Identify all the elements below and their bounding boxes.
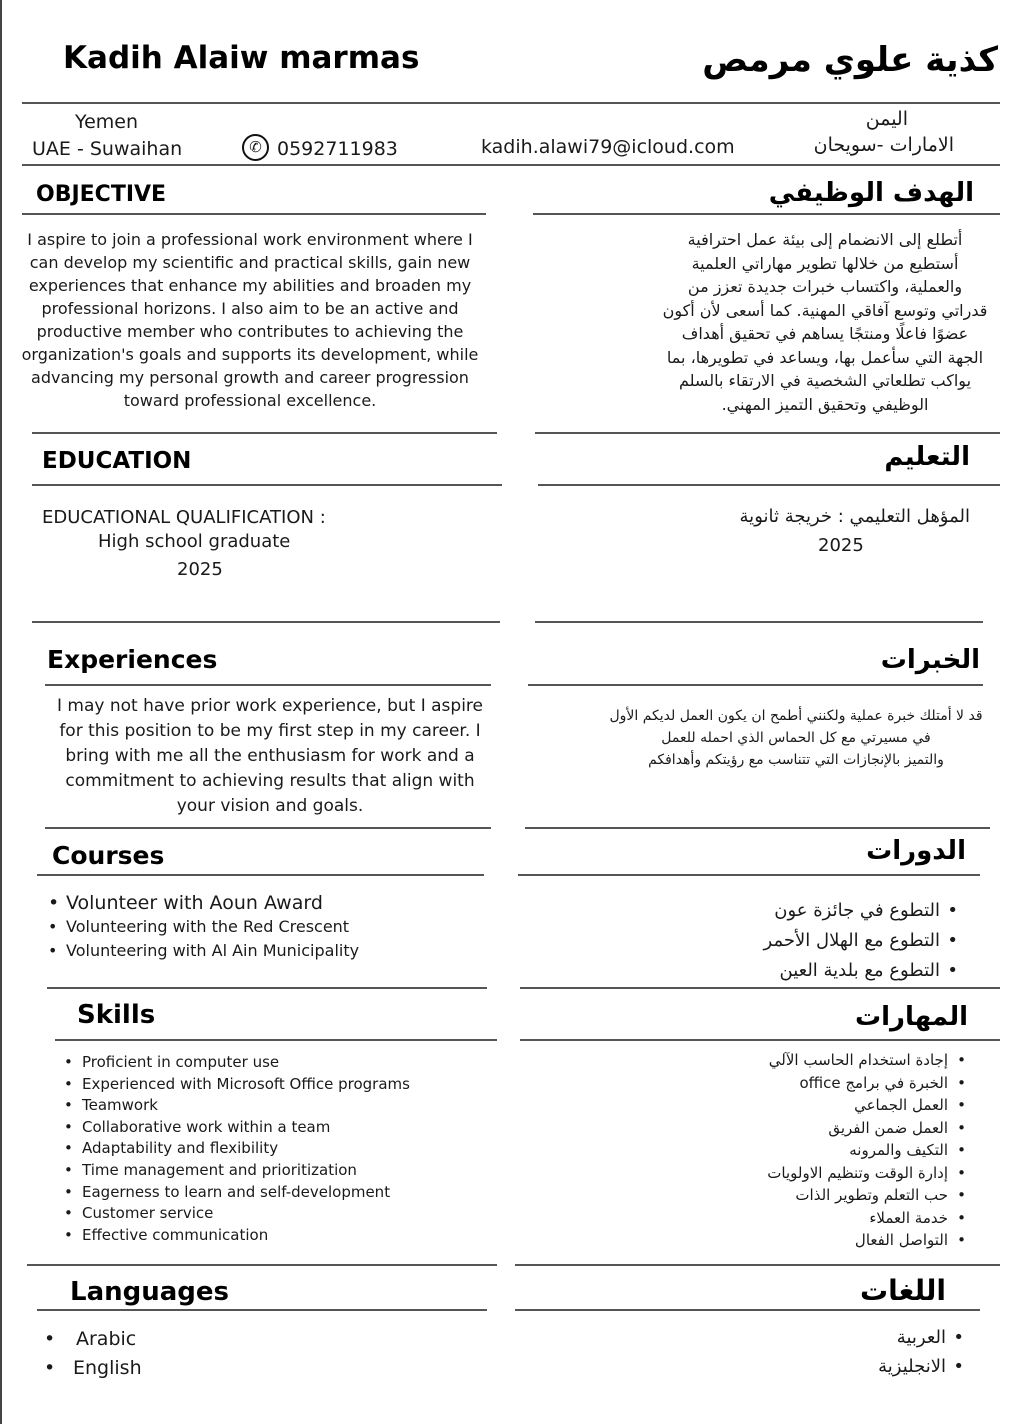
skills-title-ar: المهارات xyxy=(854,1002,968,1032)
languages-title-ar: اللغات xyxy=(860,1274,946,1307)
line: advancing my personal growth and career progression xyxy=(31,368,469,387)
skills-list-en xyxy=(60,1052,410,1246)
divider xyxy=(37,1309,487,1311)
divider xyxy=(32,432,497,434)
line: أستطيع من خلالها تطوير مهاراتي العلمية xyxy=(691,253,959,273)
divider xyxy=(538,484,1000,486)
line: organization's goals and supports its development, while xyxy=(21,345,479,364)
objective-title-en: OBJECTIVE xyxy=(36,182,167,207)
divider xyxy=(22,213,486,215)
divider xyxy=(533,213,1000,215)
list-item: • العربية xyxy=(878,1323,968,1352)
list-item: • English xyxy=(40,1354,142,1383)
experiences-title-en: Experiences xyxy=(47,645,218,674)
divider xyxy=(47,987,487,989)
divider xyxy=(32,484,502,486)
list-item: • حب التعلم وتطوير الذات xyxy=(767,1184,970,1207)
list-item: • خدمة العملاء xyxy=(767,1207,970,1230)
line: يواكب تطلعاتي الشخصية في الارتقاء بالسلم xyxy=(678,371,972,390)
line: professional horizons. I also aim to be an active and xyxy=(41,299,459,318)
list-item: • Adaptability and flexibility xyxy=(60,1138,410,1160)
education-text-ar: المؤهل التعليمي : خريجة ثانوية xyxy=(739,506,970,527)
experiences-text-en xyxy=(40,694,500,819)
experiences-text-ar xyxy=(600,705,992,771)
divider xyxy=(22,164,1000,166)
courses-title-ar: الدورات xyxy=(866,836,966,866)
divider xyxy=(22,102,1000,104)
languages-list-en xyxy=(40,1325,142,1383)
education-value-en: High school graduate xyxy=(98,531,291,552)
divider xyxy=(32,621,500,623)
list-item: • Eagerness to learn and self-development xyxy=(60,1182,410,1204)
courses-list-en xyxy=(44,891,359,963)
divider xyxy=(55,1039,497,1041)
line: قدراتي وتوسع آفاقي المهنية. كما أسعى لأن أكون xyxy=(662,300,988,320)
line: I may not have prior work experience, but I aspire xyxy=(56,696,483,716)
divider xyxy=(515,1309,980,1311)
line: your vision and goals. xyxy=(176,796,364,816)
experiences-title-ar: الخبرات xyxy=(880,645,980,675)
courses-title-en: Courses xyxy=(52,841,165,870)
education-year-en: 2025 xyxy=(177,559,223,580)
divider xyxy=(518,874,980,876)
skills-title-en: Skills xyxy=(77,1000,156,1030)
divider xyxy=(525,827,990,829)
list-item: • التطوع مع بلدية العين xyxy=(764,956,962,986)
skills-list-ar xyxy=(767,1049,970,1252)
line: في مسيرتي مع كل الحماس الذي احمله للعمل xyxy=(661,730,931,746)
line: أتطلع إلى الانضمام إلى بيئة عمل احترافية xyxy=(687,230,963,249)
divider xyxy=(520,987,1000,989)
line: الجهة التي سأعمل بها، ويساعد في تطويرها، بما xyxy=(666,347,984,367)
divider xyxy=(520,1039,1000,1041)
divider xyxy=(535,621,983,623)
line: قد لا أمتلك خبرة عملية ولكنني أطمح ان يكون العمل لديكم الأول xyxy=(609,708,983,724)
list-item: • التواصل الفعال xyxy=(767,1229,970,1252)
line: experiences that enhance my abilities and broaden my xyxy=(28,276,472,295)
list-item: • التطوع مع الهلال الأحمر xyxy=(764,926,962,956)
list-item: • Teamwork xyxy=(60,1095,410,1117)
list-item: • Customer service xyxy=(60,1203,410,1225)
list-item: • الخبرة في برامج office xyxy=(767,1072,970,1095)
line: عضوًا فاعلًا ومنتجًا يساهم في تحقيق أهداف xyxy=(681,324,969,343)
divider xyxy=(515,1264,1000,1266)
list-item: • Volunteering with the Red Crescent xyxy=(44,915,359,939)
list-item: • Proficient in computer use xyxy=(60,1052,410,1074)
divider xyxy=(45,827,491,829)
education-year-ar: 2025 xyxy=(818,535,864,556)
email[interactable]: kadih.alawi79@icloud.com xyxy=(481,136,735,158)
education-title-en: EDUCATION xyxy=(42,448,192,474)
list-item: • Collaborative work within a team xyxy=(60,1117,410,1139)
list-item: • التكيف والمرونه xyxy=(767,1139,970,1162)
line: commitment to achieving results that align with xyxy=(65,771,475,791)
languages-title-en: Languages xyxy=(70,1277,230,1307)
languages-list-ar xyxy=(878,1323,968,1381)
objective-text-ar xyxy=(650,228,1000,416)
country-ar: اليمن xyxy=(865,108,908,130)
line: والتميز بالإنجازات التي تتناسب مع رؤيتكم وأهدافكم xyxy=(648,752,944,768)
education-label-en: EDUCATIONAL QUALIFICATION : xyxy=(42,507,326,528)
list-item: • إجادة استخدام الحاسب الآلي xyxy=(767,1049,970,1072)
divider xyxy=(45,684,491,686)
line: can develop my scientific and practical skills, gain new xyxy=(29,253,471,272)
city-en: UAE - Suwaihan xyxy=(32,138,183,160)
list-item: • Time management and prioritization xyxy=(60,1160,410,1182)
line: productive member who contributes to achieving the xyxy=(36,322,464,341)
line: for this position to be my first step in my career. I xyxy=(59,721,481,741)
list-item: • Effective communication xyxy=(60,1225,410,1247)
list-item: • Experienced with Microsoft Office programs xyxy=(60,1074,410,1096)
objective-title-ar: الهدف الوظيفي xyxy=(768,178,974,208)
objective-text-en xyxy=(14,228,486,412)
name-ar: كذية علوي مرمص xyxy=(702,40,998,80)
list-item: • Arabic xyxy=(40,1325,142,1354)
list-item: • العمل الجماعي xyxy=(767,1094,970,1117)
list-item: • العمل ضمن الفريق xyxy=(767,1117,970,1140)
list-item: • Volunteering with Al Ain Municipality xyxy=(44,939,359,963)
education-title-ar: التعليم xyxy=(884,442,970,472)
phone-icon: ✆ xyxy=(242,134,269,161)
divider xyxy=(37,874,484,876)
list-item: • الانجليزية xyxy=(878,1352,968,1381)
line: I aspire to join a professional work environment where I xyxy=(27,230,473,249)
divider xyxy=(535,432,1000,434)
line: الوظيفي وتحقيق التميز المهني. xyxy=(721,394,929,414)
city-ar: الامارات -سويحان xyxy=(813,134,954,156)
phone[interactable]: 0592711983 xyxy=(277,138,398,160)
page-edge xyxy=(0,0,2,1424)
courses-list-ar xyxy=(764,896,962,986)
line: toward professional excellence. xyxy=(123,391,377,410)
list-item: • Volunteer with Aoun Award xyxy=(44,891,359,915)
divider xyxy=(27,1264,497,1266)
line: bring with me all the enthusiasm for work and a xyxy=(65,746,475,766)
list-item: • التطوع في جائزة عون xyxy=(764,896,962,926)
list-item: • إدارة الوقت وتنظيم الاولويات xyxy=(767,1162,970,1185)
name-en: Kadih Alaiw marmas xyxy=(63,40,420,76)
divider xyxy=(528,684,983,686)
line: والعملية، واكتساب خبرات جديدة تعزز من xyxy=(687,277,963,296)
country-en: Yemen xyxy=(75,111,139,133)
